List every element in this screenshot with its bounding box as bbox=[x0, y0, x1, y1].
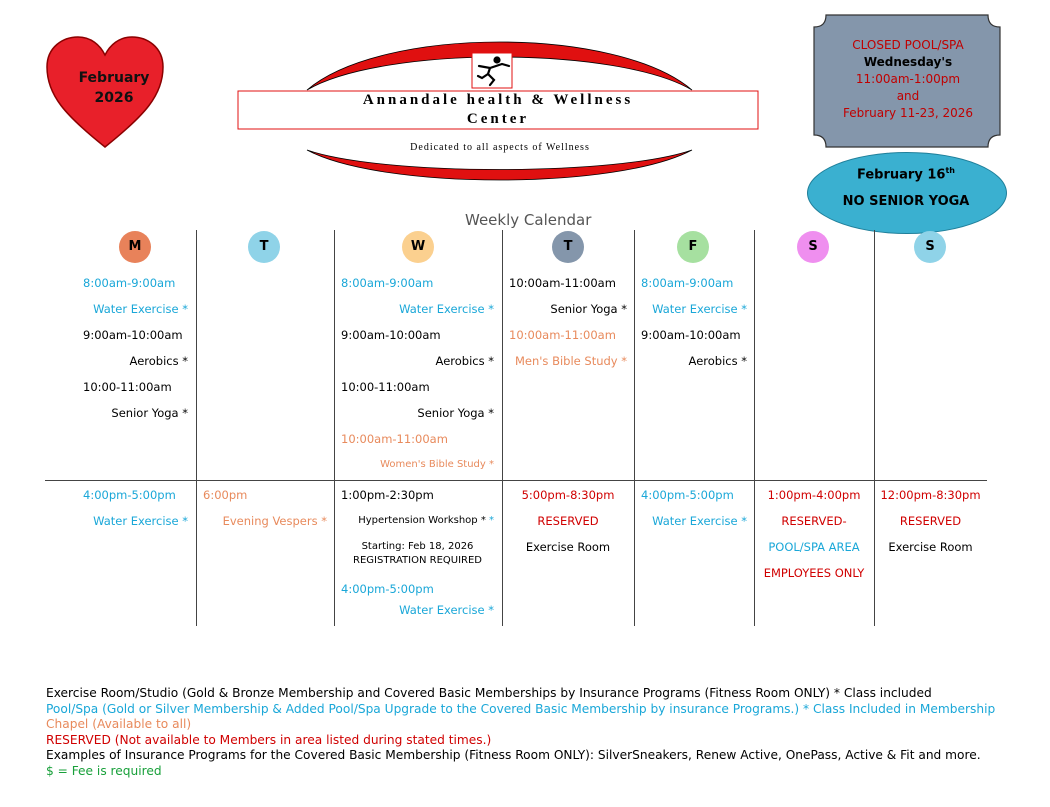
class-name: Water Exercise * bbox=[399, 603, 494, 617]
col-divider bbox=[334, 230, 335, 626]
tagline: Dedicated to all aspects of Wellness bbox=[410, 142, 590, 153]
class-name: Water Exercise * bbox=[399, 302, 494, 316]
class-time: 8:00am-9:00am bbox=[641, 276, 734, 290]
saturday-afternoon bbox=[754, 482, 874, 586]
closed-line4: and bbox=[896, 89, 920, 103]
class-name: Men's Bible Study * bbox=[514, 354, 627, 368]
col-divider bbox=[874, 230, 875, 626]
workshop-name: Hypertension Workshop bbox=[358, 515, 478, 526]
sunday-afternoon bbox=[874, 482, 987, 560]
class-name: Water Exercise * bbox=[652, 302, 747, 316]
legend-chapel: Chapel (Available to all) bbox=[46, 717, 192, 731]
class-name: Water Exercise * bbox=[652, 514, 747, 528]
class-name: Water Exercise * bbox=[93, 302, 188, 316]
monday-morning bbox=[83, 270, 188, 426]
class-time: 4:00pm-5:00pm bbox=[341, 582, 434, 596]
class-time: 9:00am-10:00am bbox=[341, 328, 441, 342]
closed-line3: 11:00am-1:00pm bbox=[855, 72, 961, 86]
closed-line2: Wednesday's bbox=[863, 55, 953, 69]
class-time: 10:00am-11:00am bbox=[509, 276, 616, 290]
oval-message: NO SENIOR YOGA bbox=[842, 194, 970, 210]
thursday-morning bbox=[509, 270, 627, 374]
wednesday-morning bbox=[341, 270, 494, 478]
reserved-area: Exercise Room bbox=[525, 540, 611, 554]
class-time: 10:00am-11:00am bbox=[341, 432, 448, 446]
class-time: 9:00am-10:00am bbox=[641, 328, 741, 342]
class-name: Senior Yoga * bbox=[417, 406, 494, 420]
col-divider bbox=[634, 230, 635, 626]
day-circle-saturday: S bbox=[797, 231, 829, 263]
monday-afternoon bbox=[83, 482, 188, 534]
day-circle-sunday: S bbox=[914, 231, 946, 263]
notice-oval-text bbox=[807, 160, 1005, 212]
class-time: 12:00pm-8:30pm bbox=[880, 488, 981, 502]
wednesday-afternoon bbox=[341, 482, 494, 618]
legend-fee: $ = Fee is required bbox=[46, 763, 162, 778]
class-time: 6:00pm bbox=[203, 488, 248, 502]
col-divider bbox=[196, 230, 197, 626]
center-title-line1: Annandale health & Wellness bbox=[362, 92, 634, 108]
class-name bbox=[341, 508, 494, 534]
class-time: 9:00am-10:00am bbox=[83, 328, 183, 342]
class-time: 10:00am-11:00am bbox=[509, 328, 616, 342]
closed-line5: February 11-23, 2026 bbox=[842, 106, 974, 120]
class-name: Water Exercise * bbox=[93, 514, 188, 528]
day-circle-friday: F bbox=[677, 231, 709, 263]
workshop-registration: REGISTRATION REQUIRED bbox=[353, 555, 482, 566]
reserved-note: EMPLOYEES ONLY bbox=[763, 566, 865, 580]
row-divider bbox=[45, 480, 987, 481]
workshop-star-pool: * bbox=[489, 515, 494, 526]
class-time: 1:00pm-4:00pm bbox=[767, 488, 861, 502]
day-circle-tuesday: T bbox=[248, 231, 280, 263]
workshop-star: * bbox=[480, 515, 486, 526]
thursday-afternoon bbox=[502, 482, 634, 560]
bottom-arc bbox=[307, 150, 692, 180]
tuesday-afternoon bbox=[203, 482, 327, 534]
heart-date bbox=[45, 68, 183, 108]
class-time: 5:00pm-8:30pm bbox=[521, 488, 615, 502]
class-name: Senior Yoga * bbox=[550, 302, 627, 316]
class-name: Evening Vespers * bbox=[222, 514, 327, 528]
legend-insurance: Examples of Insurance Programs for the Covered Basic Membership (Fitness Room ONLY): SilverSneakers, Renew Active, OnePass, Active & Fit and more. bbox=[46, 748, 981, 762]
legend-exercise-room: Exercise Room/Studio (Gold & Bronze Membership and Covered Basic Memberships by Insurance Programs (Fitness Room ONLY) * Class included bbox=[46, 686, 932, 700]
class-time: 4:00pm-5:00pm bbox=[641, 488, 734, 502]
day-circle-monday: M bbox=[119, 231, 151, 263]
reserved-label: RESERVED- bbox=[781, 514, 847, 528]
class-name: Aerobics * bbox=[688, 354, 747, 368]
day-circle-wednesday: W bbox=[402, 231, 434, 263]
closed-notice bbox=[812, 37, 1004, 122]
friday-afternoon bbox=[641, 482, 747, 534]
reserved-area: Exercise Room bbox=[888, 540, 973, 554]
friday-morning bbox=[641, 270, 747, 374]
closed-line1: CLOSED POOL/SPA bbox=[852, 38, 964, 52]
reserved-label: RESERVED bbox=[537, 514, 599, 528]
col-divider bbox=[502, 230, 503, 626]
legend bbox=[46, 686, 995, 779]
center-title-line2: Center bbox=[466, 111, 530, 127]
class-name: Senior Yoga * bbox=[111, 406, 188, 420]
legend-pool-spa: Pool/Spa (Gold or Silver Membership & Added Pool/Spa Upgrade to the Covered Basic Membership by insurance Programs.) * Class Included in Membership bbox=[46, 701, 996, 716]
class-time: 10:00-11:00am bbox=[83, 380, 172, 394]
legend-reserved: RESERVED (Not available to Members in area listed during stated times.) bbox=[46, 732, 492, 747]
class-time: 8:00am-9:00am bbox=[83, 276, 176, 290]
reserved-area: POOL/SPA AREA bbox=[768, 540, 860, 554]
day-circle-thursday: T bbox=[552, 231, 584, 263]
oval-sup: th bbox=[945, 166, 955, 175]
reserved-label: RESERVED bbox=[899, 514, 962, 528]
workshop-start: Starting: Feb 18, 2026 bbox=[361, 541, 474, 552]
class-name: Women's Bible Study * bbox=[380, 459, 494, 470]
heart-year: 2026 bbox=[94, 90, 134, 106]
oval-date: February 16 bbox=[857, 167, 946, 183]
class-time: 4:00pm-5:00pm bbox=[83, 488, 176, 502]
calendar-title: Weekly Calendar bbox=[465, 211, 592, 229]
class-name: Aerobics * bbox=[129, 354, 188, 368]
class-name: Aerobics * bbox=[435, 354, 494, 368]
class-time: 8:00am-9:00am bbox=[341, 276, 434, 290]
heart-month: February bbox=[78, 70, 150, 86]
class-time: 10:00-11:00am bbox=[341, 380, 430, 394]
class-time: 1:00pm-2:30pm bbox=[341, 488, 434, 502]
